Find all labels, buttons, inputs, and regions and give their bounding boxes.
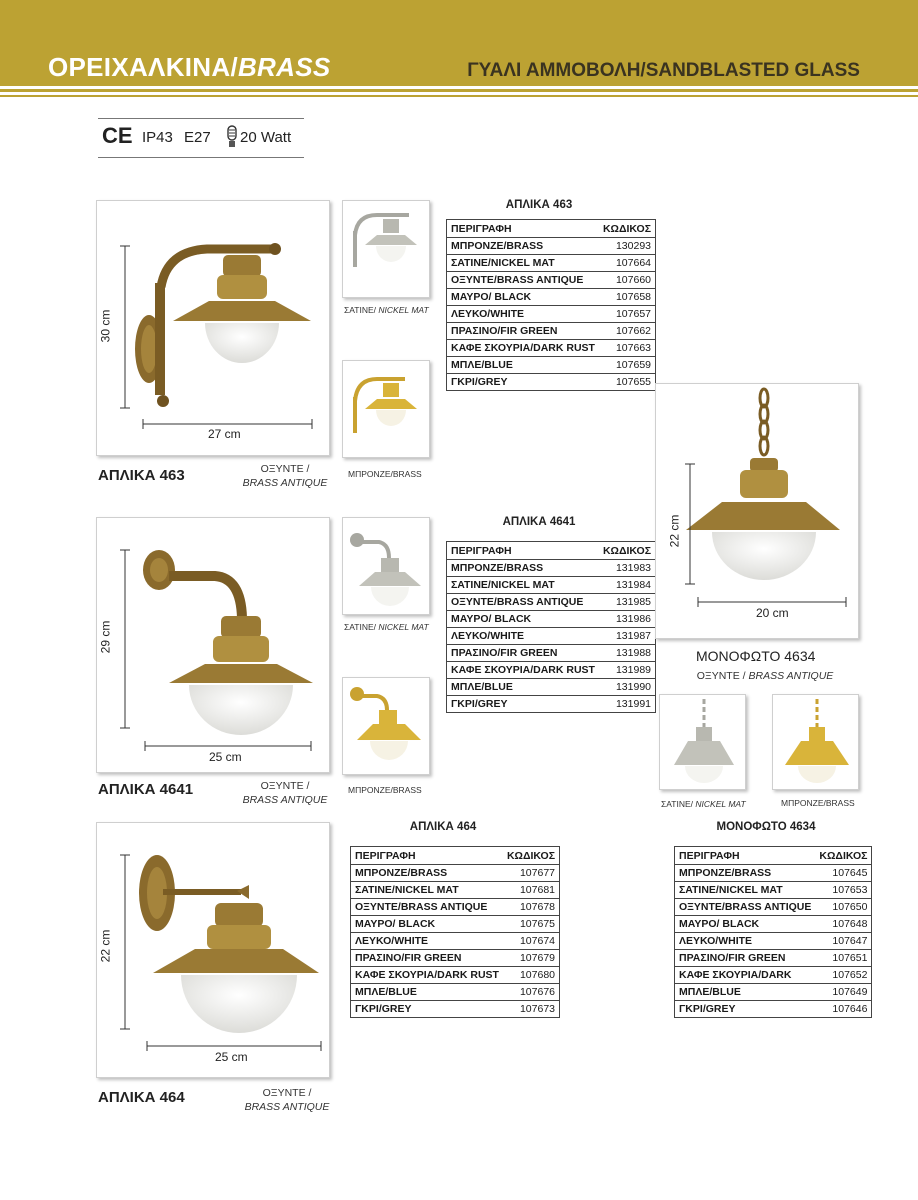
table-header-row [675, 847, 872, 865]
table-row [675, 950, 872, 967]
table-cell: 107673 [503, 1001, 560, 1018]
header-stripe [0, 95, 918, 97]
product-finish-464: ΟΞΥΝΤΕ / BRASS ANTIQUE [244, 1087, 330, 1113]
height-label: 22 cm [98, 929, 113, 963]
table-cell: ΜΠΛΕ/BLUE [351, 984, 503, 1001]
table-cell: ΠΕΡΙΓΡΑΦΗ [679, 849, 740, 862]
table-cell: ΠΕΡΙΓΡΑΦΗ [355, 849, 416, 862]
product-finish-4641: ΟΞΥΝΤΕ / BRASS ANTIQUE [242, 780, 328, 806]
variant-photo-nickel [659, 694, 746, 790]
table-cell: ΟΞΥΝΤΕ/BRASS ANTIQUE [351, 899, 503, 916]
product-finish-4634: ΟΞΥΝΤΕ / BRASS ANTIQUE [696, 670, 834, 682]
table-cell: ΣΑΤΙΝΕ/NICKEL MAT [675, 882, 816, 899]
table-cell: ΜΠΡΟΝΖΕ/BRASS [447, 560, 599, 577]
table-cell: 107652 [815, 967, 872, 984]
table-row [447, 679, 656, 696]
table-cell: ΛΕΥΚΟ/WHITE [675, 933, 816, 950]
table-cell: 107664 [599, 255, 656, 272]
product-title-463: ΑΠΛΙΚΑ 463 [98, 467, 185, 484]
table-row [351, 933, 560, 950]
page-title: ΟΡΕΙΧΑΛΚΙΝΑ/BRASS [48, 52, 331, 82]
table-row [447, 645, 656, 662]
variant-caption-nickel: ΣΑΤΙΝΕ/ NICKEL MAT [661, 799, 746, 809]
table-row [447, 306, 656, 323]
socket-type: E27 [184, 129, 211, 146]
table-row [447, 357, 656, 374]
variant-caption-brass: ΜΠΡΟΝΖΕ/BRASS [781, 798, 855, 808]
header-stripe [0, 89, 918, 92]
table-cell: ΛΕΥΚΟ/WHITE [447, 306, 599, 323]
product-photo-463 [96, 200, 330, 456]
table-cell: 107649 [815, 984, 872, 1001]
table-cell: ΠΡΑΣΙΝΟ/FIR GREEN [447, 645, 599, 662]
table-cell: 107645 [815, 865, 872, 882]
table-row [351, 865, 560, 882]
variant-photo-nickel [342, 517, 430, 615]
table-cell: 107679 [503, 950, 560, 967]
table-cell: ΜΠΛΕ/BLUE [447, 357, 599, 374]
table-row [675, 933, 872, 950]
table-row [675, 984, 872, 1001]
table-cell: 107647 [815, 933, 872, 950]
table-row [675, 916, 872, 933]
table-cell: 107648 [815, 916, 872, 933]
table-cell: ΠΕΡΙΓΡΑΦΗ [451, 544, 512, 557]
table-header-row [447, 220, 656, 238]
codes-table-4641 [446, 541, 656, 713]
product-title-4634: ΜΟΝΟΦΩΤΟ 4634 [696, 648, 816, 664]
table-cell: 107651 [815, 950, 872, 967]
table-cell: 107657 [599, 306, 656, 323]
table-row [351, 1001, 560, 1018]
table-cell: 107646 [815, 1001, 872, 1018]
table-row [447, 238, 656, 255]
wattage: 20 Watt [240, 129, 292, 146]
variant-photo-brass [342, 360, 430, 458]
table-cell: 130293 [599, 238, 656, 255]
table-cell: ΟΞΥΝΤΕ/BRASS ANTIQUE [447, 272, 599, 289]
table-row [351, 967, 560, 984]
table-cell: ΚΑΦΕ ΣΚΟΥΡΙΑ/DARK [675, 967, 816, 984]
table-cell: 107674 [503, 933, 560, 950]
table-cell: 107675 [503, 916, 560, 933]
table-cell: ΜΑΥΡΟ/ BLACK [351, 916, 503, 933]
table-cell: 107655 [599, 374, 656, 391]
table-row [447, 323, 656, 340]
variant-photo-nickel [342, 200, 430, 298]
table-row [447, 611, 656, 628]
table-cell: ΜΠΛΕ/BLUE [447, 679, 599, 696]
table-cell: 107659 [599, 357, 656, 374]
table-cell: ΠΡΑΣΙΝΟ/FIR GREEN [447, 323, 599, 340]
table-cell: ΜΑΥΡΟ/ BLACK [447, 289, 599, 306]
table-cell: ΓΚΡΙ/GREY [447, 696, 599, 713]
height-label: 30 cm [98, 309, 113, 343]
table-cell: 131984 [599, 577, 656, 594]
table-row [447, 255, 656, 272]
product-photo-4641 [96, 517, 330, 773]
table-cell: ΓΚΡΙ/GREY [675, 1001, 816, 1018]
table-row [447, 340, 656, 357]
width-label: 25 cm [215, 1050, 248, 1064]
table-cell: 107653 [815, 882, 872, 899]
table-row [675, 967, 872, 984]
table-row [675, 899, 872, 916]
table-row [447, 560, 656, 577]
codes-table-464 [350, 846, 560, 1018]
table-cell: ΠΕΡΙΓΡΑΦΗ [451, 222, 512, 235]
header-band [0, 0, 918, 86]
table-cell: ΟΞΥΝΤΕ/BRASS ANTIQUE [447, 594, 599, 611]
table-row [447, 272, 656, 289]
table-cell: ΚΑΦΕ ΣΚΟΥΡΙΑ/DARK RUST [351, 967, 503, 984]
table-row [447, 696, 656, 713]
table-cell: ΟΞΥΝΤΕ/BRASS ANTIQUE [675, 899, 816, 916]
table-cell: 107658 [599, 289, 656, 306]
table-cell: 131986 [599, 611, 656, 628]
codes-table-463 [446, 219, 656, 391]
width-label: 25 cm [209, 750, 242, 764]
table-cell: 107681 [503, 882, 560, 899]
variant-photo-brass [772, 694, 859, 790]
table-cell: 131987 [599, 628, 656, 645]
table-row [447, 594, 656, 611]
product-finish-463: ΟΞΥΝΤΕ / BRASS ANTIQUE [242, 463, 328, 489]
table-cell: 131990 [599, 679, 656, 696]
bulb-icon [226, 125, 238, 156]
height-label: 22 cm [667, 514, 682, 548]
table-cell: 131983 [599, 560, 656, 577]
table-cell: ΛΕΥΚΟ/WHITE [447, 628, 599, 645]
variant-caption-brass: ΜΠΡΟΝΖΕ/BRASS [348, 785, 422, 795]
table-cell: ΠΡΑΣΙΝΟ/FIR GREEN [675, 950, 816, 967]
table-cell: ΣΑΤΙΝΕ/NICKEL MAT [447, 255, 599, 272]
table-cell: 131991 [599, 696, 656, 713]
table-cell: ΜΑΥΡΟ/ BLACK [447, 611, 599, 628]
table-row [351, 984, 560, 1001]
table-row [447, 662, 656, 679]
table-cell: ΣΑΤΙΝΕ/NICKEL MAT [447, 577, 599, 594]
table-row [447, 577, 656, 594]
ce-mark: CE [102, 123, 133, 148]
table-cell: ΚΑΦΕ ΣΚΟΥΡΙΑ/DARK RUST [447, 662, 599, 679]
table-cell: 131989 [599, 662, 656, 679]
table-cell: 107676 [503, 984, 560, 1001]
table-cell: ΚΩΔΙΚΟΣ [602, 544, 652, 557]
table-cell: ΚΩΔΙΚΟΣ [819, 849, 868, 862]
table-cell: ΜΠΛΕ/BLUE [675, 984, 816, 1001]
product-title-464: ΑΠΛΙΚΑ 464 [98, 1089, 185, 1106]
table-row [351, 916, 560, 933]
table-row [351, 950, 560, 967]
table-cell: ΓΚΡΙ/GREY [447, 374, 599, 391]
table-row [675, 1001, 872, 1018]
variant-caption-nickel: ΣΑΤΙΝΕ/ NICKEL MAT [344, 622, 429, 632]
table-cell: ΜΠΡΟΝΖΕ/BRASS [447, 238, 599, 255]
table-cell: 107680 [503, 967, 560, 984]
table-cell: 131985 [599, 594, 656, 611]
table-header-row [447, 542, 656, 560]
table-cell: 107650 [815, 899, 872, 916]
variant-caption-brass: ΜΠΡΟΝΖΕ/BRASS [348, 469, 422, 479]
width-label: 20 cm [756, 606, 789, 620]
table-cell: 107663 [599, 340, 656, 357]
page-subtitle: ΓΥΑΛΙ ΑΜΜΟΒΟΛΗ/SANDBLASTED GLASS [467, 60, 860, 81]
table-cell: ΠΡΑΣΙΝΟ/FIR GREEN [351, 950, 503, 967]
table-cell: ΣΑΤΙΝΕ/NICKEL MAT [351, 882, 503, 899]
table-cell: ΜΠΡΟΝΖΕ/BRASS [675, 865, 816, 882]
table-row [351, 882, 560, 899]
table-row [351, 899, 560, 916]
width-label: 27 cm [208, 427, 241, 441]
table-cell: 107662 [599, 323, 656, 340]
table-cell: ΛΕΥΚΟ/WHITE [351, 933, 503, 950]
variant-photo-brass [342, 677, 430, 775]
table-cell: ΜΑΥΡΟ/ BLACK [675, 916, 816, 933]
table-row [447, 628, 656, 645]
table-title-463: ΑΠΛΙΚΑ 463 [505, 199, 573, 211]
table-row [447, 374, 656, 391]
table-cell: 107678 [503, 899, 560, 916]
height-label: 29 cm [98, 620, 113, 654]
spec-line [98, 118, 304, 158]
table-cell: ΓΚΡΙ/GREY [351, 1001, 503, 1018]
table-cell: ΚΑΦΕ ΣΚΟΥΡΙΑ/DARK RUST [447, 340, 599, 357]
table-title-4634: ΜΟΝΟΦΩΤΟ 4634 [716, 821, 816, 833]
table-cell: ΚΩΔΙΚΟΣ [602, 222, 652, 235]
variant-caption-nickel: ΣΑΤΙΝΕ/ NICKEL MAT [344, 305, 429, 315]
table-title-464: ΑΠΛΙΚΑ 464 [409, 821, 477, 833]
table-header-row [351, 847, 560, 865]
table-title-4641: ΑΠΛΙΚΑ 4641 [502, 516, 576, 528]
table-cell: ΜΠΡΟΝΖΕ/BRASS [351, 865, 503, 882]
table-cell: 107677 [503, 865, 560, 882]
product-title-4641: ΑΠΛΙΚΑ 4641 [98, 781, 194, 798]
ip-rating: IP43 [142, 129, 173, 146]
table-row [675, 865, 872, 882]
table-cell: 107660 [599, 272, 656, 289]
table-cell: 131988 [599, 645, 656, 662]
product-photo-4634 [655, 383, 859, 639]
table-row [447, 289, 656, 306]
table-cell: ΚΩΔΙΚΟΣ [506, 849, 556, 862]
product-photo-464 [96, 822, 330, 1078]
codes-table-4634 [674, 846, 872, 1018]
table-row [675, 882, 872, 899]
